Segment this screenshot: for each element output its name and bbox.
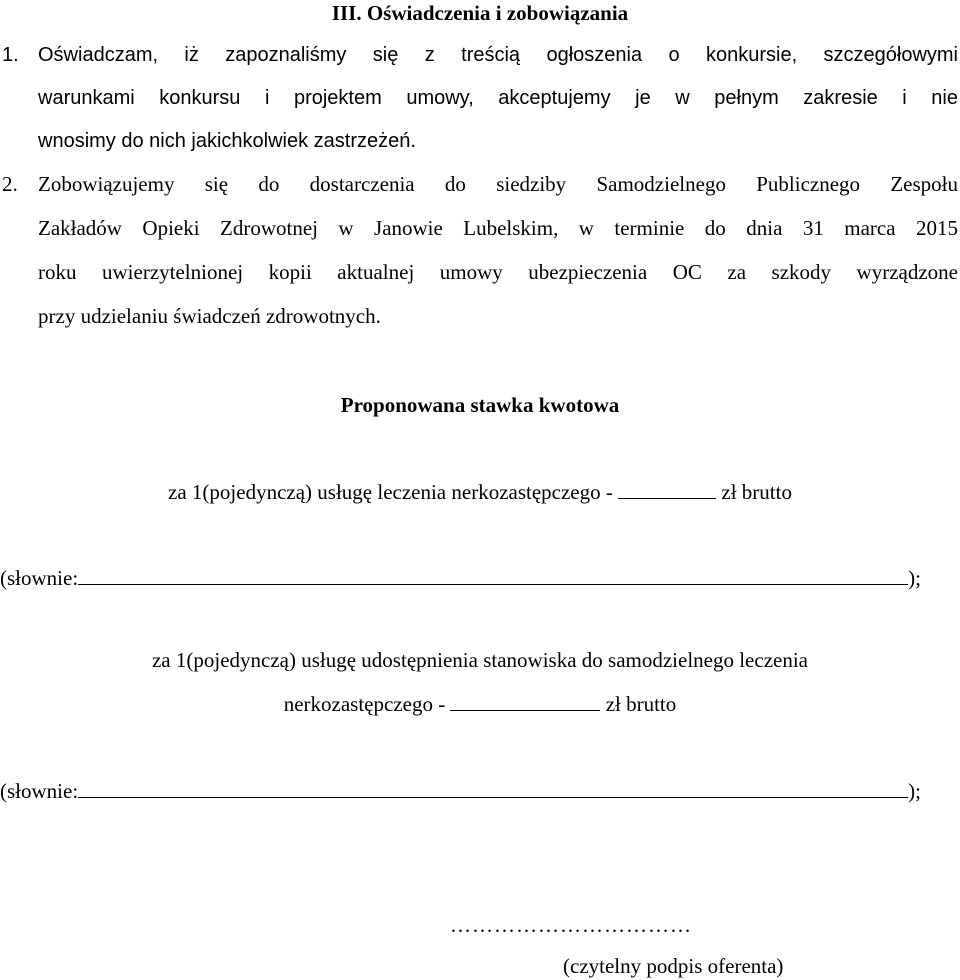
service-2-line-1: za 1(pojedynczą) usługę udostępnienia stanowiska do samodzielnego leczenia (151, 648, 808, 672)
signature-label: (czytelny podpis oferenta) (563, 954, 784, 978)
section-title: III. Oświadczenia i zobowiązania (331, 1, 629, 25)
item-2-number: 2. (2, 172, 18, 196)
words-1-prefix: (słownie: (0, 566, 79, 590)
item-2-line-2-text: Zakładów Opieki Zdrowotnej w Janowie Lubelskim, w terminie do dnia 31 marca 2015 (38, 216, 958, 240)
service-1-line (0, 480, 960, 505)
service-1-suffix: zł brutto (721, 480, 792, 504)
item-2-line-1 (38, 172, 958, 197)
item-2-line-2 (38, 216, 958, 241)
item-2-line-3 (38, 260, 958, 285)
service-2-line-2 (0, 692, 960, 717)
service-1-amount-field[interactable] (618, 480, 716, 499)
rate-heading: Proponowana stawka kwotowa (340, 393, 620, 417)
service-2-suffix: zł brutto (605, 692, 677, 716)
item-1-line-3: wnosimy do nich jakichkolwiek zastrzeżeń. (38, 130, 416, 152)
item-1-line-1 (38, 44, 958, 67)
item-1-line-1-text: Oświadczam, iż zapoznaliśmy się z treścią ogłoszenia o konkursie, szczegółowymi (38, 44, 958, 66)
item-2-line-1-text: Zobowiązujemy się do dostarczenia do siedziby Samodzielnego Publicznego Zespołu (38, 172, 958, 196)
words-2-prefix: (słownie: (0, 779, 79, 803)
words-2-field[interactable] (78, 779, 908, 798)
service-2-amount-field[interactable] (450, 692, 600, 711)
words-2-suffix: ); (908, 779, 921, 803)
words-1-suffix: ); (908, 566, 921, 590)
item-2-line-3-text: roku uwierzytelnionej kopii aktualnej umowy ubezpieczenia OC za szkody wyrządzone (38, 260, 958, 284)
service-2-prefix: nerkozastępczego - (283, 692, 446, 716)
service-1-prefix: za 1(pojedynczą) usługę leczenia nerkozastępczego - (168, 480, 613, 504)
item-2-line-4: przy udzielaniu świadczeń zdrowotnych. (38, 304, 381, 328)
words-1-field[interactable] (78, 566, 908, 585)
signature-dots: …………………………… (450, 913, 692, 937)
words-1-line (0, 566, 960, 591)
item-1-line-2 (38, 87, 958, 110)
words-2-line (0, 779, 960, 804)
item-1-number: 1. (2, 44, 19, 66)
item-1-line-2-text: warunkami konkursu i projektem umowy, akceptujemy je w pełnym zakresie i nie (38, 87, 958, 109)
